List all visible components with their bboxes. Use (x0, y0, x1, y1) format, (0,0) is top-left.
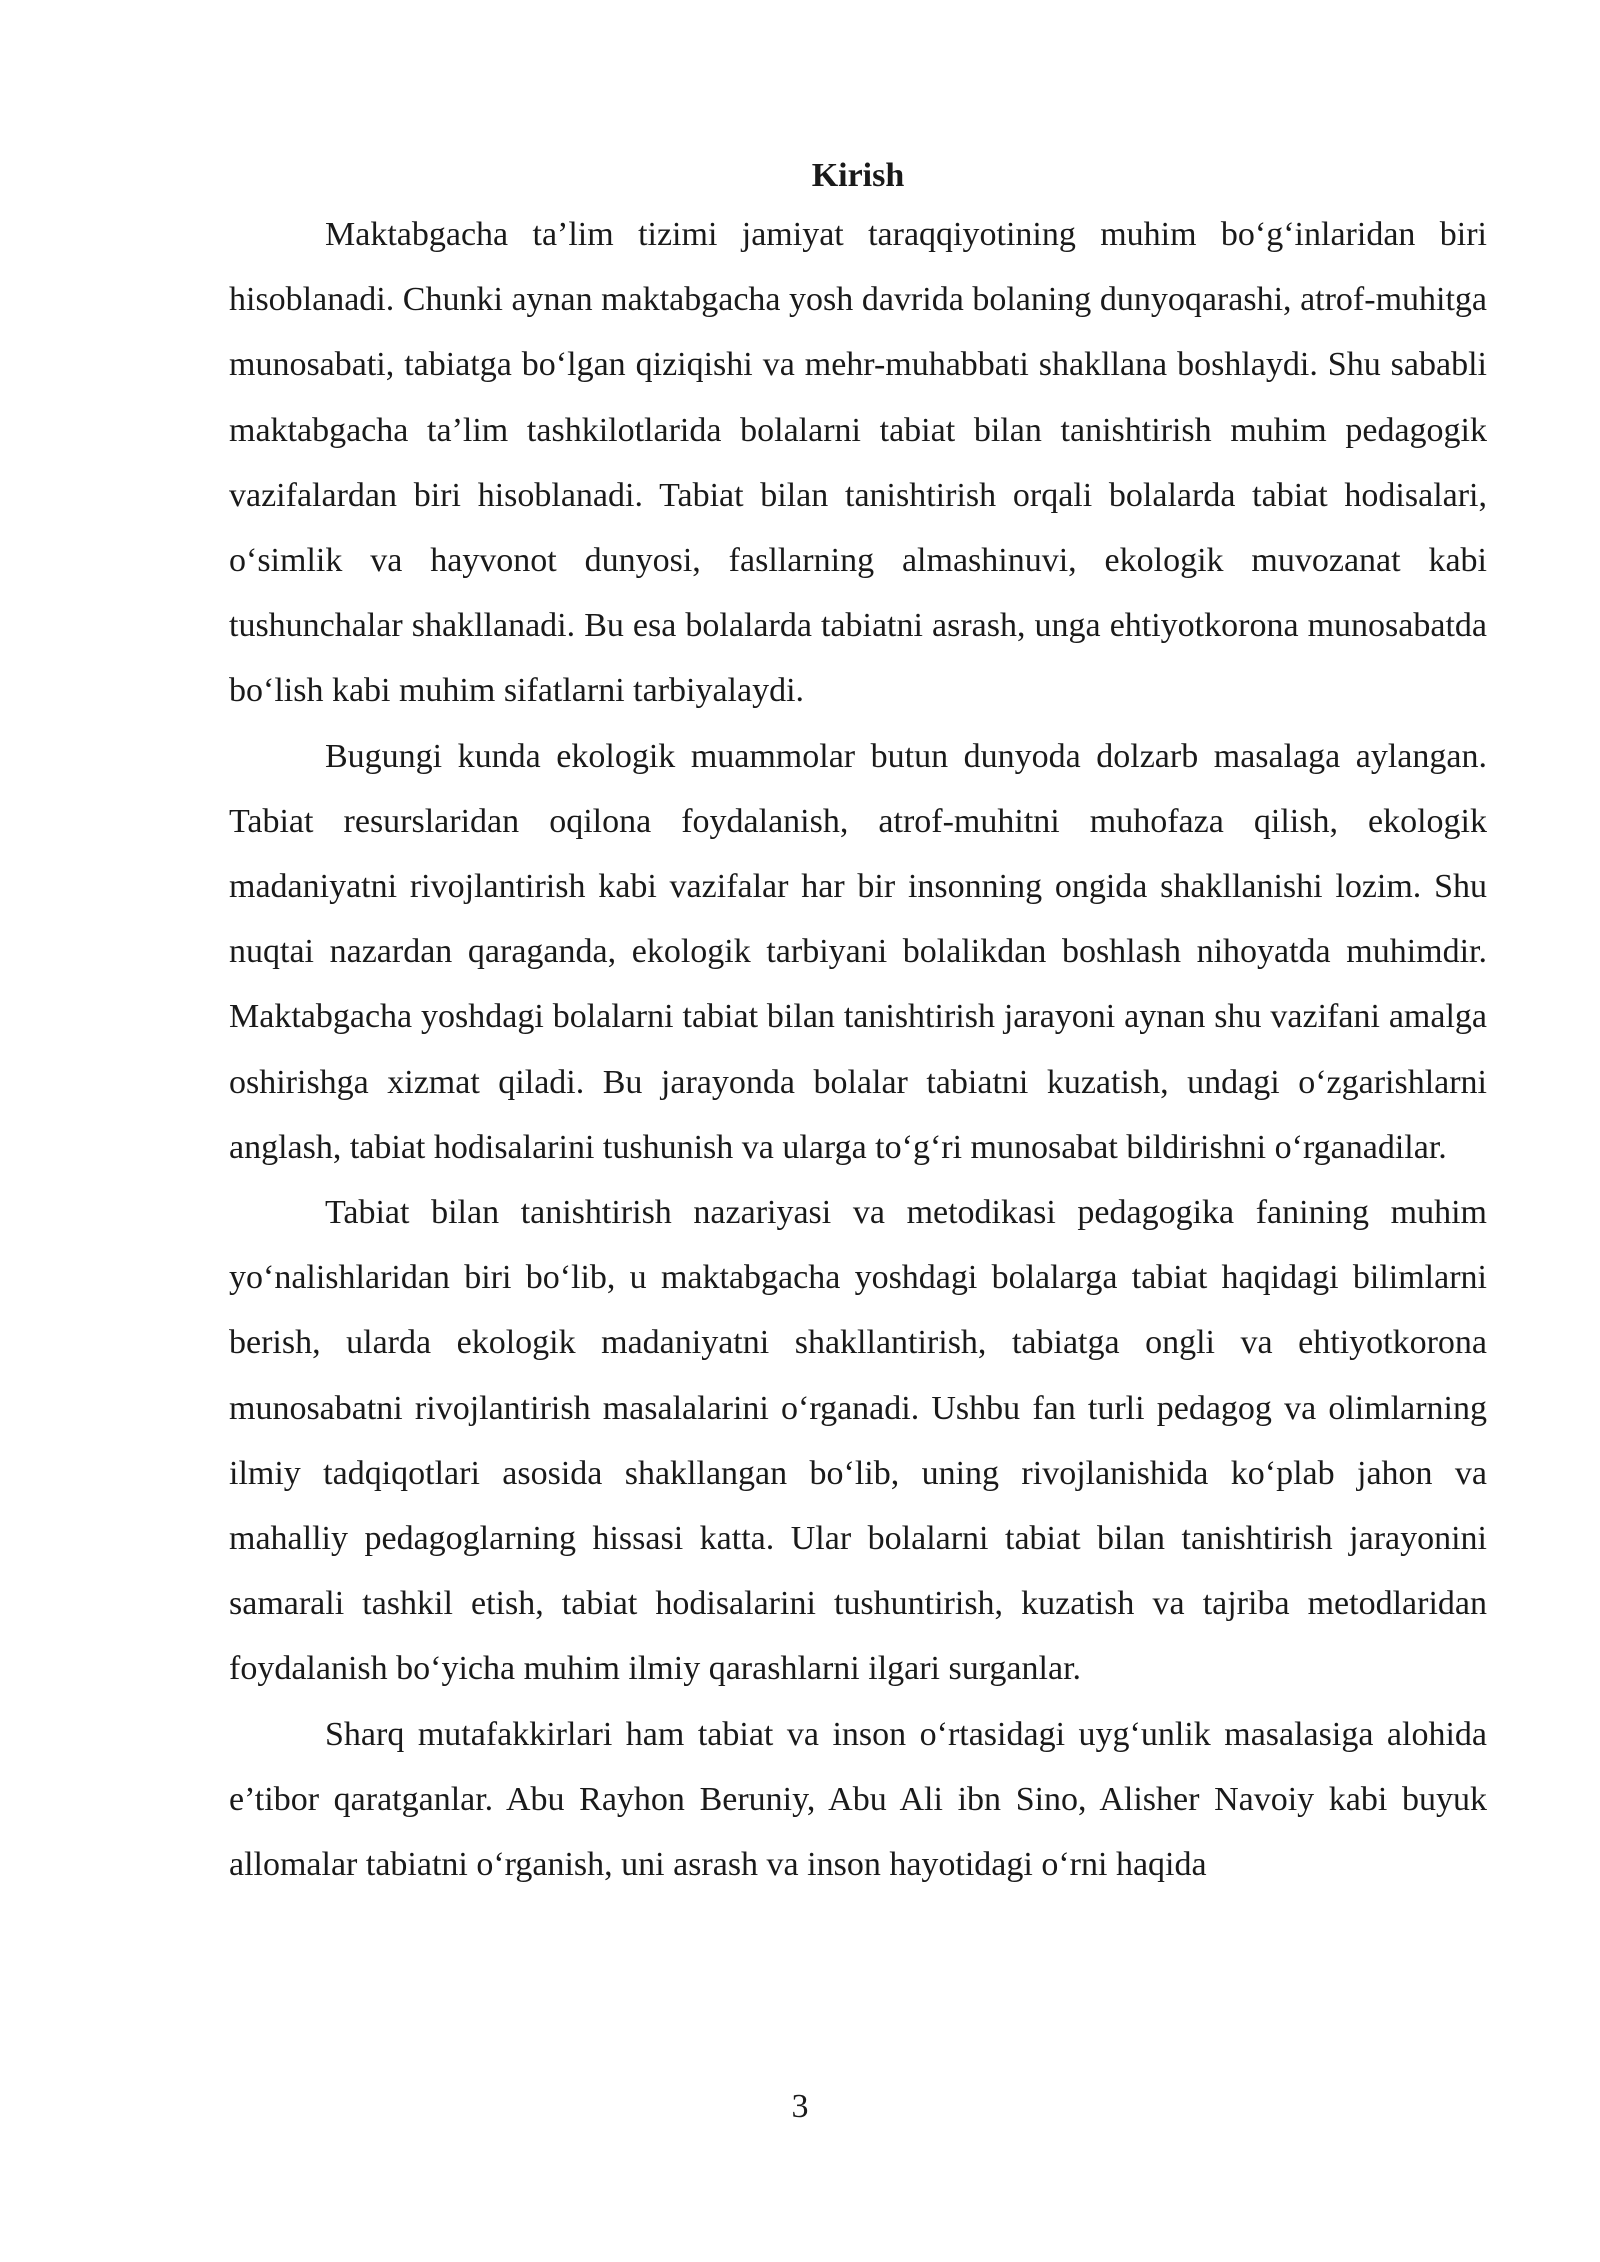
paragraph-1: Maktabgacha ta’lim tizimi jamiyat taraqqiyotining muhim bo‘g‘inlaridan biri hisoblanadi. Chunki aynan maktabgacha yosh davrida bolaning dunyoqarashi, atrof-muhitga munosabati, tabiatga bo‘lgan qiziqishi va mehr-muhabbati shakllana boshlaydi. Shu sababli maktabgacha ta’lim tashkilotlarida bolalarni tabiat bilan tanishtirish muhim pedagogik vazifalardan biri hisoblanadi. Tabiat bilan tanishtirish orqali bolalarda tabiat hodisalari, o‘simlik va hayvonot dunyosi, fasllarning almashinuvi, ekologik muvozanat kabi tushunchalar shakllanadi. Bu esa bolalarda tabiatni asrash, unga ehtiyotkorona munosabatda bo‘lish kabi muhim sifatlarni tarbiyalaydi. (229, 216, 1487, 710)
paragraph-2: Bugungi kunda ekologik muammolar butun dunyoda dolzarb masalaga aylangan. Tabiat resurslaridan oqilona foydalanish, atrof-muhitni muhofaza qilish, ekologik madaniyatni rivojlantirish kabi vazifalar har bir insonning ongida shakllanishi lozim. Shu nuqtai nazardan qaraganda, ekologik tarbiyani bolalikdan boshlash nihoyatda muhimdir. Maktabgacha yoshdagi bolalarni tabiat bilan tanishtirish jarayoni aynan shu vazifani amalga oshirishga xizmat qiladi. Bu jarayonda bolalar tabiatni kuzatish, undagi o‘zgarishlarni anglash, tabiat hodisalarini tushunish va ularga to‘g‘ri munosabat bildirishni o‘rganadilar. (229, 737, 1487, 1166)
page-number: 3 (791, 2088, 809, 2125)
page-title: Kirish (811, 157, 905, 194)
paragraph-3: Tabiat bilan tanishtirish nazariyasi va metodikasi pedagogika fanining muhim yo‘nalishlaridan biri bo‘lib, u maktabgacha yoshdagi bolalarga tabiat haqidagi bilimlarni berish, ularda ekologik madaniyatni shakllantirish, tabiatga ongli va ehtiyotkorona munosabatni rivojlantirish masalalarini o‘rganadi. Ushbu fan turli pedagog va olimlarning ilmiy tadqiqotlari asosida shakllangan bo‘lib, uning rivojlanishida ko‘plab jahon va mahalliy pedagoglarning hissasi katta. Ular bolalarni tabiat bilan tanishtirish jarayonini samarali tashkil etish, tabiat hodisalarini tushuntirish, kuzatish va tajriba metodlaridan foydalanish bo‘yicha muhim ilmiy qarashlarni ilgari surganlar. (229, 1194, 1487, 1688)
document-body (229, 150, 1487, 1897)
paragraph-4: Sharq mutafakkirlari ham tabiat va inson o‘rtasidagi uyg‘unlik masalasiga alohida e’tibor qaratganlar. Abu Rayhon Beruniy, Abu Ali ibn Sino, Alisher Navoiy kabi buyuk allomalar tabiatni o‘rganish, uni asrash va inson hayotidagi o‘rni haqida (229, 1715, 1487, 1884)
